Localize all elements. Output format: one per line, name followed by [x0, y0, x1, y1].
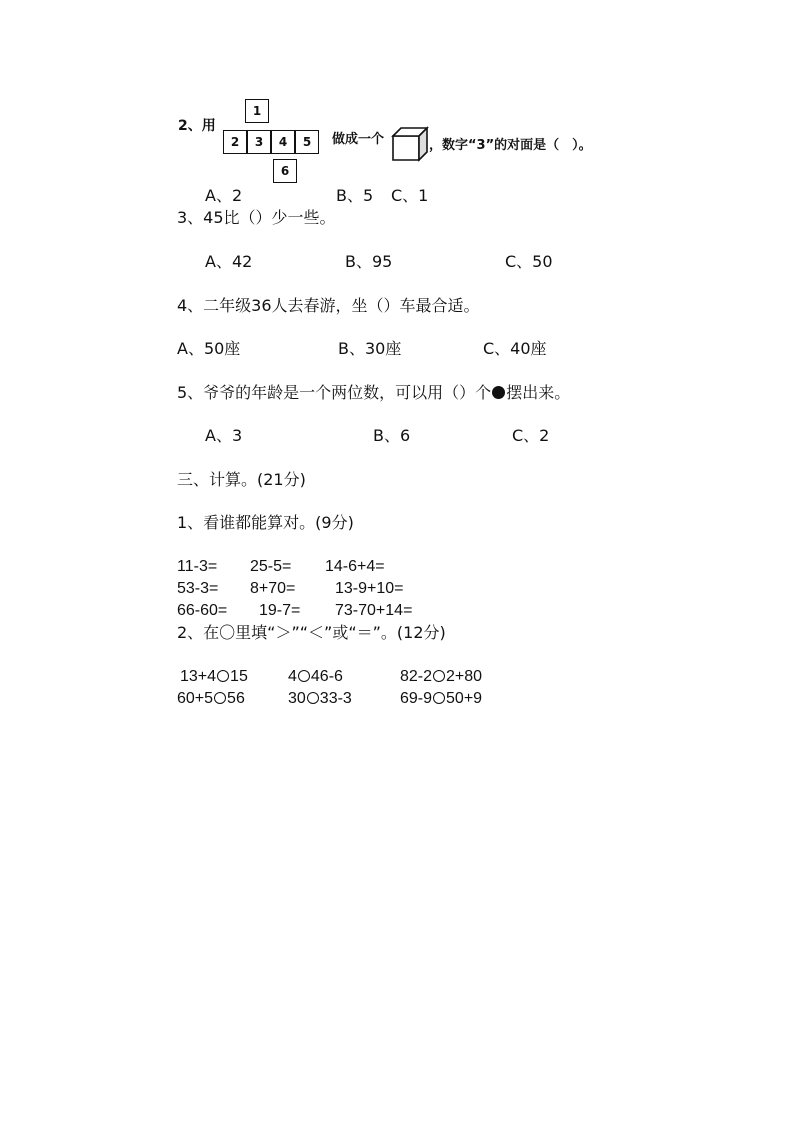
circle-blank-icon[interactable] — [307, 692, 319, 704]
net-cell-3: 3 — [247, 130, 271, 154]
q5-text-after: 摆出来。 — [506, 383, 571, 402]
q2-tail-text: ，数字“3”的对面是（ ）。 — [429, 138, 592, 153]
q3-option-c: C、50 — [505, 252, 553, 271]
q5-option-c: C、2 — [512, 426, 550, 445]
calc-2-3: 13-9+10= — [335, 580, 404, 597]
calc-1-1: 11-3= — [177, 558, 218, 575]
section3-title: 三、计算。(21分) — [177, 470, 306, 489]
calc-2-2: 8+70= — [250, 580, 296, 597]
q2-mid-text: 做成一个 — [332, 132, 385, 147]
net-cell-1: 1 — [245, 99, 269, 123]
compare-2-2: 30 33-3 — [288, 690, 352, 707]
circle-blank-icon[interactable] — [433, 670, 445, 682]
q5-option-b: B、6 — [373, 426, 411, 445]
circle-blank-icon[interactable] — [298, 670, 310, 682]
q3-option-a: A、42 — [205, 252, 253, 271]
calc-2-1: 53-3= — [177, 580, 219, 597]
black-dot-icon — [492, 386, 505, 399]
cube-net-figure — [221, 97, 326, 187]
q2-option-a: A、2 — [205, 186, 243, 205]
calc-1-3: 14-6+4= — [325, 558, 385, 575]
net-cell-6: 6 — [273, 159, 297, 183]
compare-2-3: 69-9 50+9 — [400, 690, 483, 707]
q2-option-b: B、5 — [336, 186, 374, 205]
q4-text: 4、二年级36人去春游，坐（）车最合适。 — [177, 296, 480, 315]
calc-3-3: 73-70+14= — [335, 602, 413, 619]
cube-icon — [390, 124, 430, 164]
circle-blank-icon[interactable] — [217, 670, 229, 682]
calc-3-2: 19-7= — [259, 602, 301, 619]
circle-blank-icon[interactable] — [214, 692, 226, 704]
calc-1-2: 25-5= — [250, 558, 292, 575]
net-cell-5: 5 — [295, 130, 319, 154]
q5-text — [177, 383, 570, 403]
q4-option-a: A、50座 — [177, 339, 241, 358]
section3-sub2: 2、在〇里填“＞”“＜”或“＝”。(12分) — [177, 623, 446, 642]
q5-text-before: 5、爷爷的年龄是一个两位数，可以用（）个 — [177, 383, 492, 402]
compare-1-2: 4 46-6 — [288, 668, 343, 685]
compare-2-1: 60+5 56 — [177, 690, 245, 707]
compare-1-1: 13+4 15 — [180, 668, 248, 685]
circle-blank-icon[interactable] — [433, 692, 445, 704]
net-cell-2: 2 — [223, 130, 247, 154]
q4-option-b: B、30座 — [338, 339, 402, 358]
q4-option-c: C、40座 — [483, 339, 547, 358]
q2-label: 2、用 — [178, 118, 216, 134]
q2-option-c: C、1 — [391, 186, 429, 205]
q3-option-b: B、95 — [345, 252, 393, 271]
section3-sub1: 1、看谁都能算对。(9分) — [177, 513, 354, 532]
compare-1-3: 82-2 2+80 — [400, 668, 483, 685]
q5-option-a: A、3 — [205, 426, 243, 445]
net-cell-4: 4 — [271, 130, 295, 154]
calc-3-1: 66-60= — [177, 602, 228, 619]
q3-text: 3、45比（）少一些。 — [177, 208, 336, 227]
